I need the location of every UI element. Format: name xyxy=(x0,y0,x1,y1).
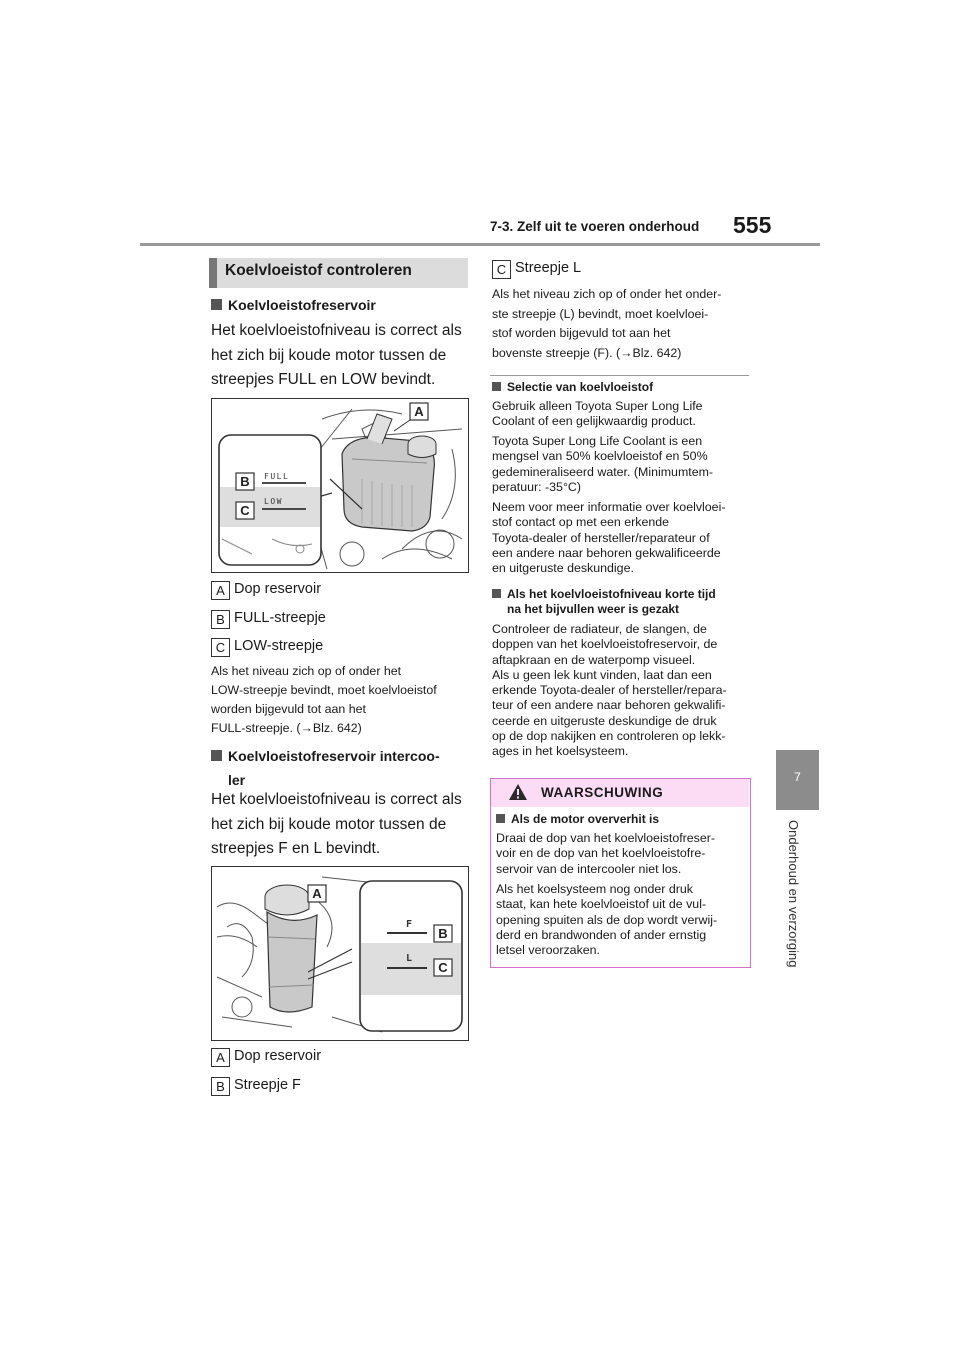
note-line: Als het niveau zich op of onder het xyxy=(211,664,402,678)
selection-paragraph-1 xyxy=(492,399,703,430)
intercooler-body xyxy=(211,788,462,862)
figure-label-c: C xyxy=(438,960,448,975)
chapter-title: Onderhoud en verzorging xyxy=(786,820,801,968)
note-line: FULL-streepje. (→Blz. 642) xyxy=(211,721,362,735)
text-line: een andere naar behoren gekwalificeerde xyxy=(492,545,721,560)
text-line: op de dop nakijken en controleren op lekk- xyxy=(492,729,726,744)
body-line: streepjes FULL en LOW bevindt. xyxy=(211,371,436,388)
legend-text: FULL-streepje xyxy=(234,610,326,626)
text-line: stof contact op met een erkende xyxy=(492,515,670,530)
section-heading-bar xyxy=(209,258,468,288)
square-bullet-icon xyxy=(496,814,505,823)
legend-text: LOW-streepje xyxy=(234,638,324,654)
text-line: voir en de dop van het koelvloeistofre- xyxy=(496,846,706,861)
text-line: derd en brandwonden of ander ernstig xyxy=(496,927,707,942)
page-number: 555 xyxy=(733,212,772,238)
text-line: letsel veroorzaken. xyxy=(496,943,600,958)
legend-letter-box: B xyxy=(211,1077,230,1096)
sub-heading-text: Selectie van koelvloeistof xyxy=(507,380,654,394)
sub-heading-text: ler xyxy=(228,772,246,788)
mark-low: LOW xyxy=(264,497,283,506)
sub-heading-level-drop xyxy=(492,587,716,617)
selection-paragraph-2 xyxy=(492,434,713,495)
legend-item-a xyxy=(211,1048,321,1067)
note-reservoir xyxy=(211,662,437,738)
text-line: Controleer de radiateur, de slangen, de xyxy=(492,622,707,636)
text-line: servoir van de intercooler niet los. xyxy=(496,861,682,876)
text-line: Coolant of een gelijkwaardig product. xyxy=(492,414,696,429)
legend-text: Streepje F xyxy=(234,1077,301,1093)
body-line: Het koelvloeistofniveau is correct als xyxy=(211,791,462,808)
figure-label-b: B xyxy=(240,474,250,489)
text-line: ages in het koelsysteem. xyxy=(492,744,629,759)
note-line: stof worden bijgevuld tot aan het xyxy=(492,326,671,340)
selection-paragraph-3 xyxy=(492,500,725,576)
figure-label-c: C xyxy=(240,503,250,518)
text-line: Gebruik alleen Toyota Super Long Life xyxy=(492,399,703,413)
note-intercooler xyxy=(492,285,721,363)
chapter-number: 7 xyxy=(794,770,801,784)
text-line: Draai de dop van het koelvloeistofreser- xyxy=(496,831,716,845)
note-line: worden bijgevuld tot aan het xyxy=(211,702,366,716)
reservoir-body xyxy=(211,319,462,393)
engine-bay-illustration-1 xyxy=(212,399,468,572)
legend-item-b xyxy=(211,1077,301,1096)
text-line: en uitgeruste deskundige. xyxy=(492,561,634,576)
sub-heading-text: Koelvloeistofreservoir xyxy=(228,297,376,313)
divider xyxy=(490,375,749,376)
legend-item-c xyxy=(211,638,323,657)
square-bullet-icon xyxy=(492,382,501,391)
warning-sub-heading xyxy=(496,812,659,827)
text-line: Als het koelsysteem nog onder druk xyxy=(496,882,693,896)
text-line: staat, kan hete koelvloeistof uit de vul- xyxy=(496,897,707,912)
warning-title: WAARSCHUWING xyxy=(541,785,664,800)
body-line: Het koelvloeistofniveau is correct als xyxy=(211,322,462,339)
note-line: Als het niveau zich op of onder het onder- xyxy=(492,287,722,301)
text-line: ceerde en uitgeruste deskundige de druk xyxy=(492,713,717,728)
square-bullet-icon xyxy=(211,299,222,310)
square-bullet-icon xyxy=(492,589,501,598)
legend-letter-box: B xyxy=(211,610,230,629)
legend-letter-box: A xyxy=(211,1048,230,1067)
legend-item-c xyxy=(492,260,581,279)
header-rule xyxy=(140,243,820,246)
legend-item-a xyxy=(211,581,321,600)
figure-intercooler-reservoir xyxy=(211,866,469,1041)
text-line: opening spuiten als de dop wordt verwij- xyxy=(496,912,718,927)
text-line: Als u geen lek kunt vinden, laat dan een xyxy=(492,667,712,682)
warning-triangle-icon xyxy=(508,783,528,801)
section-heading: Koelvloeistof controleren xyxy=(225,262,412,279)
body-line: streepjes F en L bevindt. xyxy=(211,840,381,857)
sub-heading-reservoir xyxy=(211,297,376,313)
engine-bay-illustration-2 xyxy=(212,867,468,1040)
legend-letter-box: A xyxy=(211,581,230,600)
legend-text: Dop reservoir xyxy=(234,1048,322,1064)
sub-heading-text: na het bijvullen weer is gezakt xyxy=(507,602,680,616)
sub-heading-selection xyxy=(492,380,653,395)
body-line: het zich bij koude motor tussen de xyxy=(211,346,447,364)
text-line: teur of een andere naar behoren gekwalifi- xyxy=(492,698,726,713)
mark-f: F xyxy=(405,919,413,930)
text-line: Toyota-dealer of hersteller/reparateur of xyxy=(492,530,710,545)
text-line: aftapkraan en de waterpomp visueel. xyxy=(492,652,696,667)
text-line: Toyota Super Long Life Coolant is een xyxy=(492,434,703,448)
mark-l: L xyxy=(405,953,413,964)
body-line: het zich bij koude motor tussen de xyxy=(211,815,447,833)
running-header: 7-3. Zelf uit te voeren onderhoud xyxy=(490,219,700,234)
note-line: ste streepje (L) bevindt, moet koelvloei- xyxy=(492,306,709,321)
square-bullet-icon xyxy=(211,750,222,761)
warning-paragraph-2 xyxy=(496,882,717,958)
section-heading-stripe xyxy=(209,258,217,288)
level-drop-body xyxy=(492,622,727,760)
figure-label-a: A xyxy=(312,886,322,901)
figure-label-b: B xyxy=(438,926,448,941)
text-line: doppen van het koelvloeistofreservoir, de xyxy=(492,637,718,652)
note-line: bovenste streepje (F). (→Blz. 642) xyxy=(492,345,682,360)
text-line: peratuur: -35°C) xyxy=(492,479,581,494)
note-line: LOW-streepje bevindt, moet koelvloeistof xyxy=(211,683,437,697)
mark-full: FULL xyxy=(264,472,290,481)
legend-item-b xyxy=(211,610,326,629)
text-line: gedemineraliseerd water. (Minimumtem- xyxy=(492,464,714,479)
text-line: mengsel van 50% koelvloeistof en 50% xyxy=(492,449,708,464)
figure-label-a: A xyxy=(414,404,424,419)
figure-reservoir xyxy=(211,398,469,573)
sub-heading-intercooler xyxy=(211,744,440,792)
sub-heading-text: Als het koelvloeistofniveau korte tijd xyxy=(507,587,716,601)
text-line: Neem voor meer informatie over koelvloei- xyxy=(492,500,726,514)
legend-letter-box: C xyxy=(492,260,511,279)
text-line: erkende Toyota-dealer of hersteller/repara- xyxy=(492,683,727,698)
warning-paragraph-1 xyxy=(496,831,715,877)
legend-text: Dop reservoir xyxy=(234,581,322,597)
legend-text: Streepje L xyxy=(515,260,582,276)
legend-letter-box: C xyxy=(211,638,230,657)
sub-heading-text: Koelvloeistofreservoir intercoo- xyxy=(228,748,440,764)
sub-heading-text: Als de motor oververhit is xyxy=(511,812,660,826)
